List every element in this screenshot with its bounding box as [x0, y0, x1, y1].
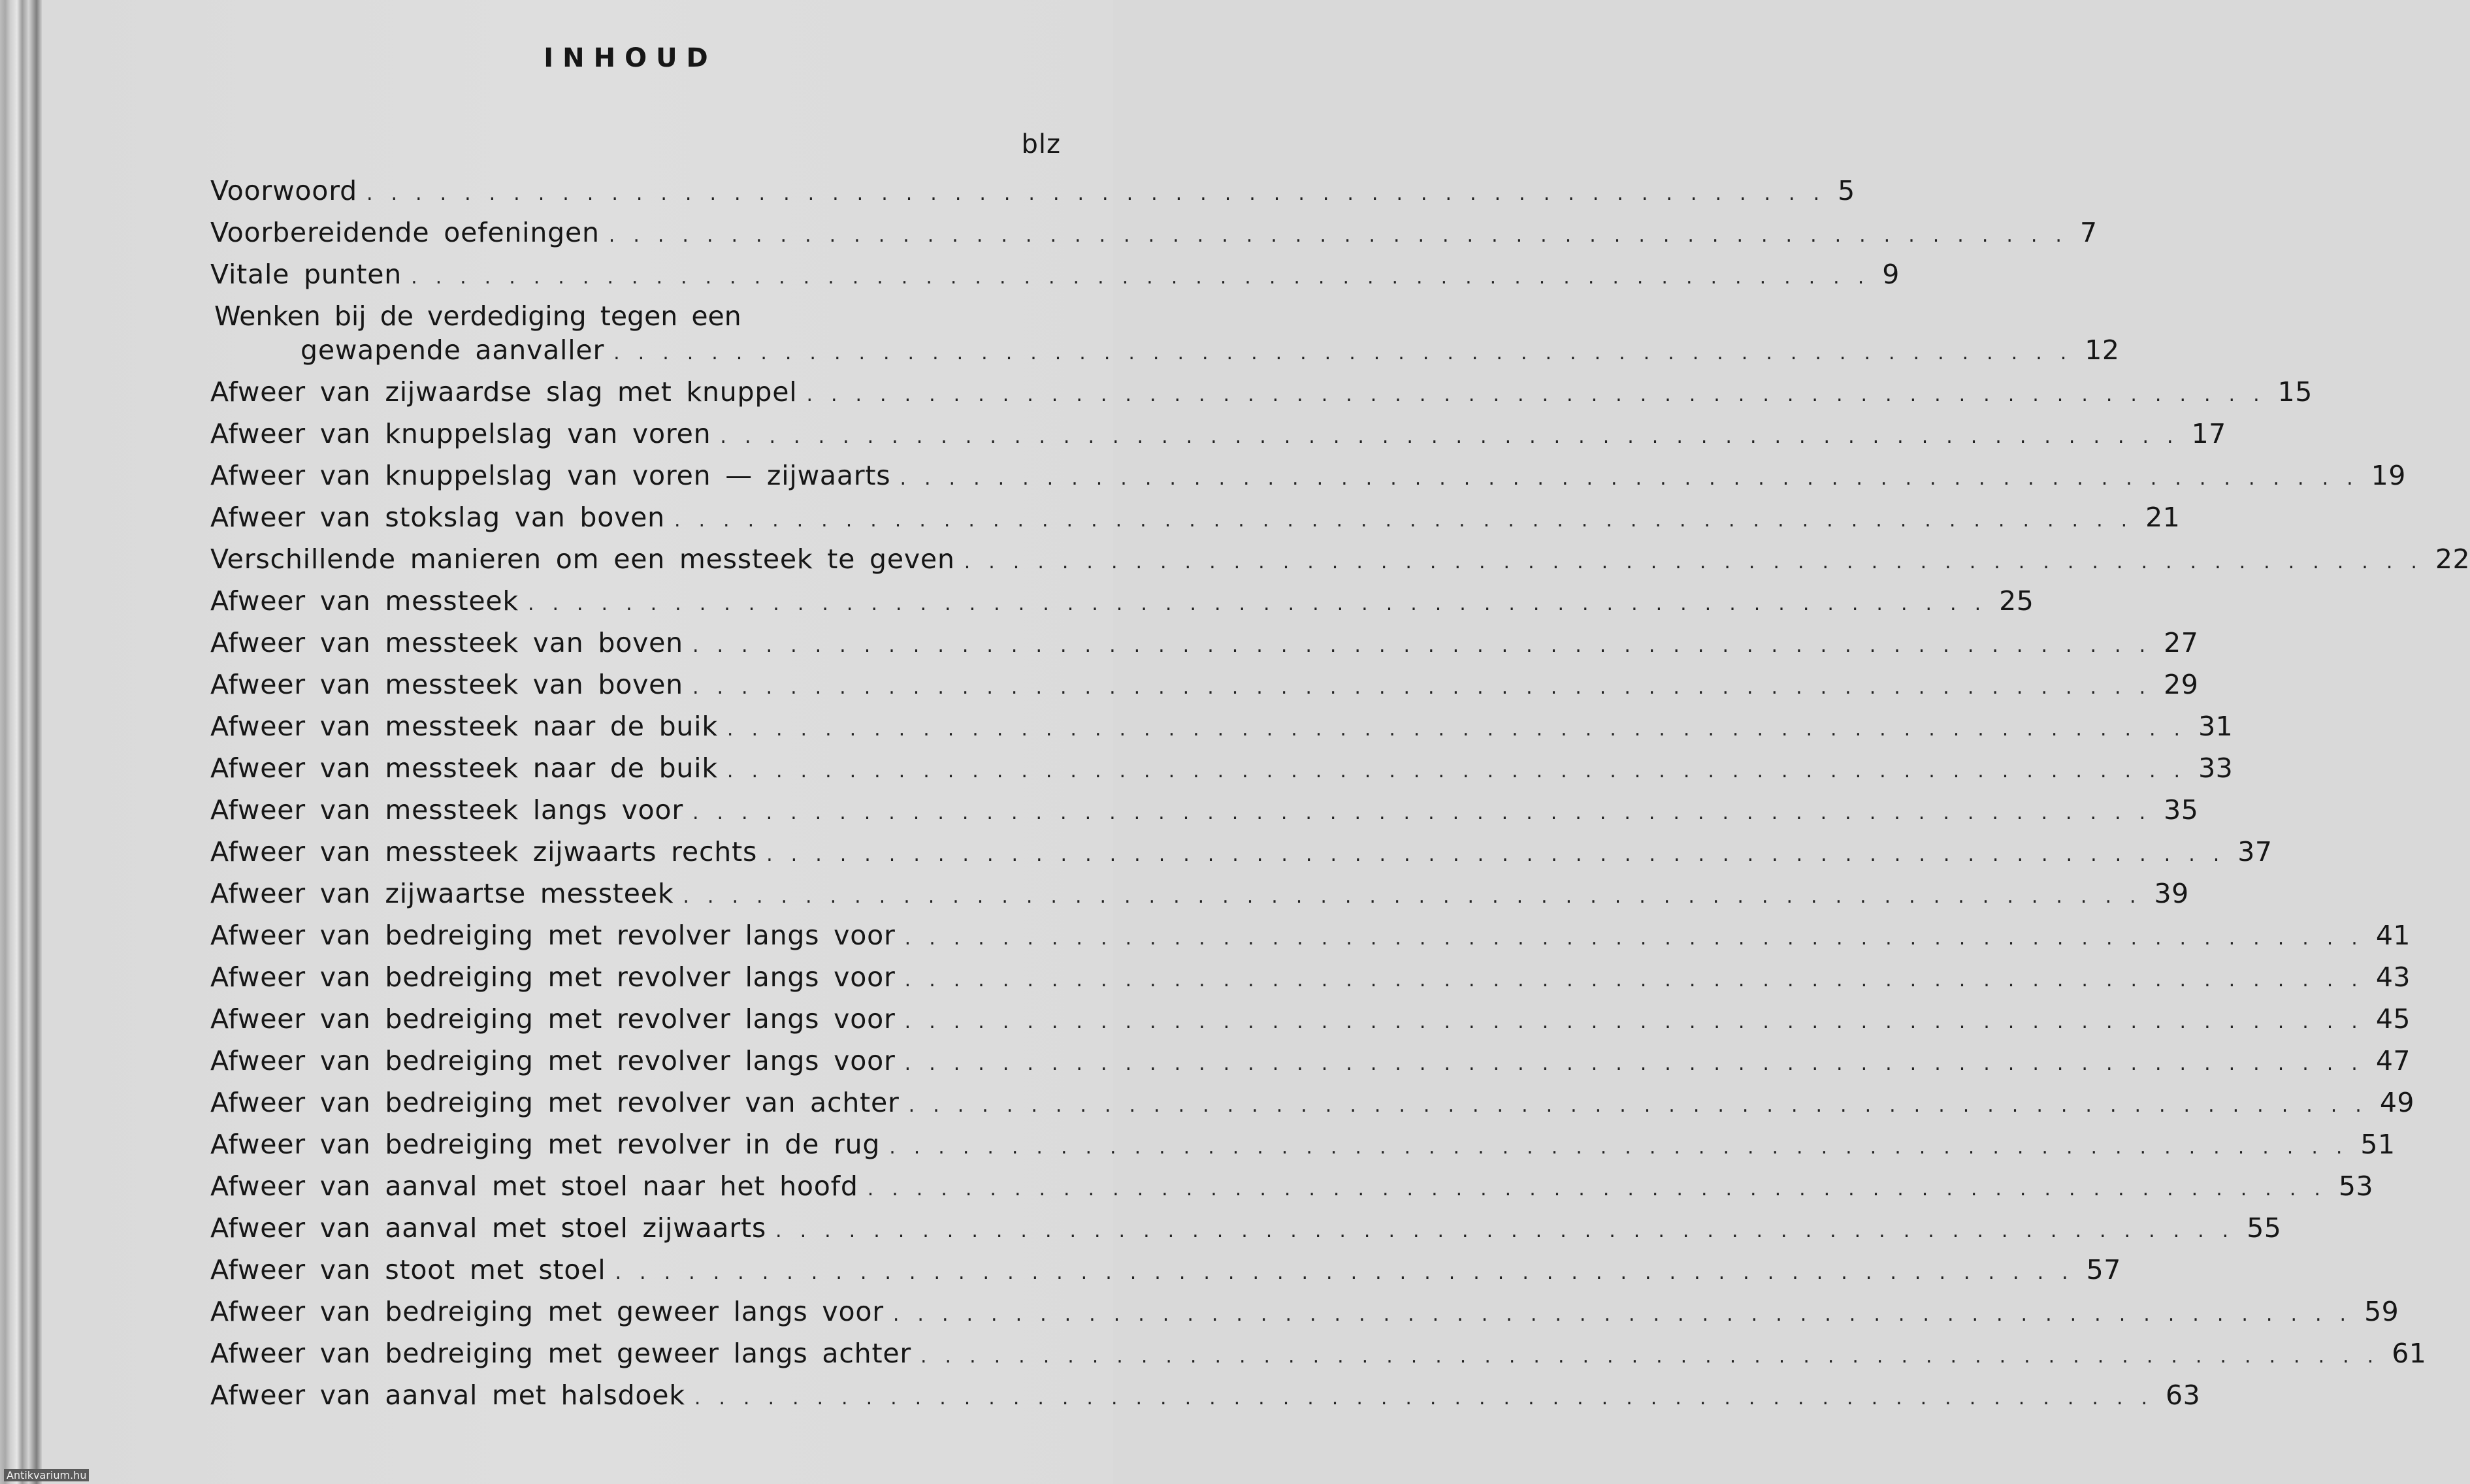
toc-entry-page-number: 9 [1882, 259, 1900, 290]
toc-entry-page-number: 35 [2164, 794, 2199, 826]
toc-entry [210, 789, 2199, 831]
toc-entry-title: Afweer van messteek van boven [210, 669, 683, 700]
toc-entry [210, 831, 2273, 873]
toc-entry-page-number: 5 [1838, 175, 1855, 206]
dot-leader: ............................................................ [904, 927, 2376, 950]
dot-leader: ............................................................ [683, 885, 2154, 908]
toc-entry-title: gewapende aanvaller [301, 334, 605, 366]
toc-entry [210, 212, 2098, 253]
toc-entry [210, 873, 2189, 914]
toc-entry-title: Afweer van bedreiging met revolver langs voor [210, 920, 896, 951]
toc-entry [210, 253, 1900, 295]
page-column-label: blz [1021, 129, 1061, 159]
toc-entry-title: Afweer van bedreiging met revolver in de rug [210, 1129, 881, 1160]
book-spine-edge [0, 0, 42, 1484]
toc-entry-page-number: 61 [2392, 1338, 2427, 1369]
toc-entry-page-number: 59 [2364, 1296, 2399, 1327]
toc-entry-page-number: 63 [2166, 1379, 2201, 1411]
toc-entry [210, 664, 2199, 705]
toc-entry [210, 1082, 2415, 1123]
dot-leader: ............................................................ [720, 425, 2192, 448]
toc-entry-page-number: 53 [2338, 1170, 2374, 1202]
toc-entry [210, 538, 2470, 580]
toc-entry-page-number: 31 [2198, 711, 2234, 742]
dot-leader: ............................................................ [615, 1261, 2087, 1284]
toc-entry-page-number: 12 [2085, 334, 2120, 366]
dot-leader: ............................................................ [920, 1345, 2392, 1368]
toc-entry-page-number: 47 [2375, 1045, 2411, 1076]
dot-leader: ............................................................ [867, 1178, 2339, 1201]
toc-entry-page-number: 37 [2237, 836, 2273, 867]
toc-entry-title: Afweer van zijwaartse messteek [210, 878, 674, 909]
toc-entry [210, 371, 2313, 413]
dot-leader: ............................................................ [366, 182, 1838, 205]
dot-leader: ............................................................ [692, 634, 2164, 657]
toc-entry [210, 1207, 2282, 1249]
toc-entry-title: Afweer van aanval met stoel zijwaarts [210, 1212, 767, 1244]
toc-entry-page-number: 57 [2086, 1254, 2121, 1285]
toc-entry-title: Voorbereidende oefeningen [210, 217, 600, 248]
toc-entry-page-number: 49 [2379, 1087, 2415, 1118]
dot-leader: ............................................................ [904, 1010, 2376, 1033]
toc-entry-title: Afweer van messteek naar de buik [210, 752, 718, 784]
toc-entry-title: Afweer van messteek zijwaarts rechts [210, 836, 758, 867]
toc-entry-page-number: 39 [2154, 878, 2189, 909]
dot-leader: ............................................................ [904, 969, 2376, 992]
toc-entry-title: Afweer van stokslag van boven [210, 502, 665, 533]
dot-leader: ............................................................ [608, 224, 2080, 247]
toc-entry-page-number: 43 [2375, 961, 2411, 993]
toc-entry-page-number: 15 [2277, 376, 2313, 408]
toc-entry-title: Afweer van knuppelslag van voren — zijwaarts [210, 460, 891, 491]
toc-entry [210, 1291, 2399, 1332]
dot-leader: ............................................................ [900, 467, 2371, 490]
toc-entry-page-number: 33 [2198, 752, 2234, 784]
toc-entry-title: Vitale punten [210, 259, 402, 290]
toc-entry-title-line1: Wenken bij de verdediging tegen een [214, 300, 741, 332]
toc-entry-page-number: 22 [2435, 543, 2470, 575]
toc-entry [210, 747, 2234, 789]
dot-leader: ............................................................ [726, 760, 2199, 782]
toc-entry-title: Afweer van messteek van boven [210, 627, 683, 658]
toc-entry [210, 1374, 2201, 1416]
toc-entry-title: Afweer van aanval met halsdoek [210, 1379, 685, 1411]
dot-leader: ............................................................ [892, 1303, 2365, 1326]
toc-entry-title: Afweer van bedreiging met revolver langs voor [210, 1045, 896, 1076]
toc-entry-title: Afweer van bedreiging met revolver langs voor [210, 1003, 896, 1035]
toc-entry-title: Afweer van bedreiging met revolver van achter [210, 1087, 900, 1118]
dot-leader: ............................................................ [908, 1094, 2380, 1117]
toc-entry-title: Afweer van bedreiging met geweer langs achter [210, 1338, 912, 1369]
toc-entry-page-number: 45 [2375, 1003, 2411, 1035]
watermark: Antikvarium.hu [4, 1469, 89, 1481]
dot-leader: ............................................................ [775, 1219, 2247, 1242]
toc-entry-title: Afweer van zijwaardse slag met knuppel [210, 376, 798, 408]
toc-entry [210, 413, 2226, 455]
toc-entry [210, 622, 2199, 664]
toc-entry [210, 496, 2181, 538]
toc-entry-page-number: 51 [2360, 1129, 2396, 1160]
toc-entry-page-number: 25 [1999, 585, 2034, 617]
toc-entry-page-number: 29 [2164, 669, 2199, 700]
toc-entry-title: Verschillende manieren om een messteek te geven [210, 543, 955, 575]
toc-entry-title: Afweer van messteek [210, 585, 519, 617]
toc-entry [210, 914, 2411, 956]
dot-leader: ............................................................ [613, 342, 2085, 364]
toc-entry-title: Afweer van messteek naar de buik [210, 711, 718, 742]
toc-entry [210, 1332, 2427, 1374]
toc-entry-title: Afweer van aanval met stoel naar het hoofd [210, 1170, 858, 1202]
dot-leader: ............................................................ [889, 1136, 2361, 1159]
dot-leader: ............................................................ [674, 509, 2146, 532]
toc-entry-page-number: 7 [2079, 217, 2098, 248]
toc-entry [210, 998, 2411, 1040]
toc-entry [210, 956, 2411, 998]
toc-entry-title: Afweer van knuppelslag van voren [210, 418, 711, 449]
page-title: INHOUD [544, 43, 717, 73]
toc-entry [210, 295, 2120, 371]
dot-leader: ............................................................ [726, 718, 2199, 741]
dot-leader: ............................................................ [904, 1052, 2376, 1075]
dot-leader: ............................................................ [692, 676, 2164, 699]
toc-entry [210, 455, 2406, 496]
toc-entry [210, 580, 2034, 622]
dot-leader: ............................................................ [964, 551, 2435, 573]
toc-entry [210, 705, 2234, 747]
toc-entry-page-number: 17 [2191, 418, 2226, 449]
toc-entry [210, 1165, 2374, 1207]
dot-leader: ............................................................ [527, 592, 2000, 615]
toc-entry-title: Voorwoord [210, 175, 357, 206]
dot-leader: ............................................................ [766, 843, 2238, 866]
dot-leader: ............................................................ [411, 266, 1883, 289]
toc-entry-title: Afweer van bedreiging met geweer langs voor [210, 1296, 884, 1327]
toc-entry-page-number: 55 [2247, 1212, 2282, 1244]
dot-leader: ............................................................ [694, 1387, 2166, 1410]
table-of-contents [210, 170, 2470, 1416]
toc-entry-title: Afweer van stoot met stoel [210, 1254, 606, 1285]
toc-entry-page-number: 19 [2371, 460, 2406, 491]
toc-entry-title: Afweer van bedreiging met revolver langs voor [210, 961, 896, 993]
toc-entry [210, 1040, 2411, 1082]
toc-entry-title: Afweer van messteek langs voor [210, 794, 683, 826]
toc-entry-page-number: 21 [2145, 502, 2181, 533]
toc-entry [210, 1123, 2396, 1165]
toc-entry [210, 1249, 2121, 1291]
dot-leader: ............................................................ [806, 383, 2278, 406]
toc-entry [210, 170, 1855, 212]
toc-entry-page-number: 27 [2164, 627, 2199, 658]
toc-entry-page-number: 41 [2375, 920, 2411, 951]
dot-leader: ............................................................ [692, 801, 2164, 824]
